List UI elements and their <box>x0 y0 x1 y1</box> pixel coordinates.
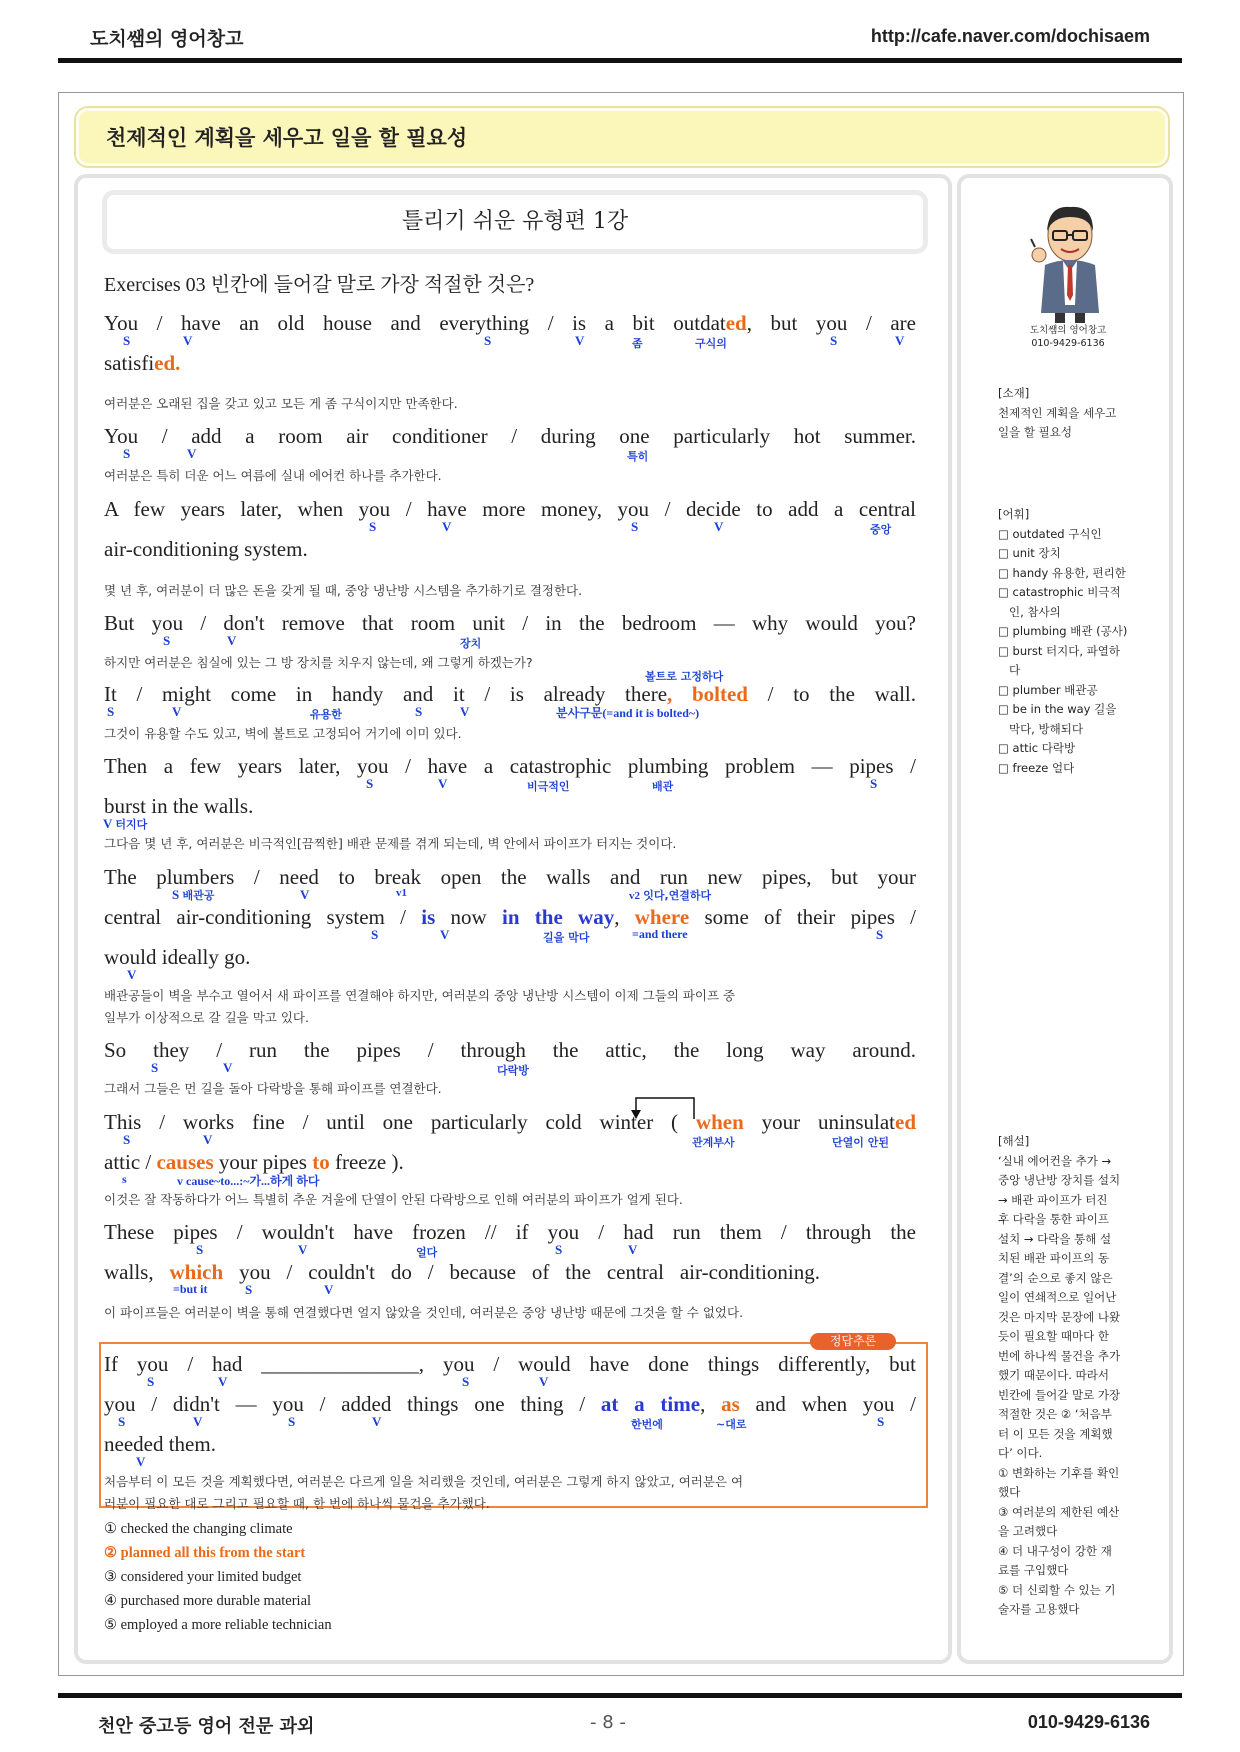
vocab-gloss: 다락방 <box>497 1064 529 1077</box>
explanation-line: 결’의 순으로 좋지 않은 <box>998 1270 1113 1285</box>
grammar-label: S <box>462 1374 470 1389</box>
grammar-label: S <box>123 446 131 461</box>
vocab-gloss: 볼트로 고정하다 <box>645 670 724 683</box>
explanation-line: 을 고려했다 <box>998 1524 1058 1538</box>
sidebar-topic-line: 일을 할 필요성 <box>998 425 1072 439</box>
grammar-label: V <box>298 1242 308 1257</box>
explanation-line: 술자를 고용했다 <box>998 1602 1080 1616</box>
avatar-caption-name: 도치쌤의 영어창고 <box>1029 325 1107 336</box>
sentence-11-line-3: needed them. <box>104 1432 216 1456</box>
grammar-label: V <box>127 967 137 982</box>
sentence-7-translation-1: 배관공들이 벽을 부수고 열어서 새 파이프를 연결해야 하지만, 여러분의 중앙 냉난방 시스템이 이제 그들의 파이프 중 <box>104 988 736 1003</box>
grammar-label: V <box>300 887 310 902</box>
footer-phone: 010-9429-6136 <box>1027 1712 1150 1732</box>
teacher-avatar <box>1025 195 1115 325</box>
sentence-3-line-1: A few years later, when you / have more money, you / decide to add a central <box>104 497 916 521</box>
grammar-label: S <box>288 1414 296 1429</box>
sentence-10-line-2: walls, which you / couldn't do / because of the central air-conditioning. <box>104 1260 820 1284</box>
vocab-gloss: 배관 <box>652 780 674 793</box>
grammar-label: V <box>714 519 724 534</box>
sentence-5-translation: 그것이 유용할 수도 있고, 벽에 볼트로 고정되어 거기에 이미 있다. <box>104 726 462 741</box>
grammar-label: S <box>369 519 377 534</box>
grammar-label: S <box>123 1132 131 1147</box>
grammar-label: V <box>193 1414 203 1429</box>
sentence-1-line-2: satisfied. <box>104 351 181 375</box>
explanation-line: 적절한 것은 ② ‘처음부 <box>998 1407 1112 1421</box>
explanation-line: 설치 → 다락을 통해 설 <box>998 1231 1112 1246</box>
vocab-item: □ outdated 구식인 <box>998 526 1102 541</box>
explanation-line: 치된 배관 파이프의 동 <box>998 1251 1109 1265</box>
sentence-10-translation: 이 파이프들은 여러분이 벽을 통해 연결했다면 얼지 않았을 것인데, 여러분은 중앙 냉난방 때문에 그것을 할 수 없었다. <box>104 1305 744 1320</box>
grammar-label: V <box>438 776 448 791</box>
explanation-line: ⑤ 더 신뢰할 수 있는 기 <box>998 1582 1116 1597</box>
grammar-label: S <box>555 1242 563 1257</box>
vocab-gloss: 유용한 <box>310 708 342 721</box>
vocab-gloss: 비극적인 <box>527 780 570 793</box>
answer-option-5[interactable]: ⑤ employed a more reliable technician <box>104 1617 332 1633</box>
avatar-caption <box>1018 324 1118 350</box>
sentence-11-translation-1: 처음부터 이 모든 것을 계획했다면, 여러분은 다르게 일을 처리했을 것인데, 여러분은 그렇게 하지 않았고, 여러분은 여 <box>104 1474 744 1489</box>
vocab-item: □ handy 유용한, 편리한 <box>998 565 1126 580</box>
grammar-label: S <box>123 333 131 348</box>
explanation-line: 료를 구입했다 <box>998 1563 1069 1577</box>
explanation-line: 듯이 필요할 때마다 한 <box>998 1329 1109 1343</box>
vocab-gloss: 장치 <box>460 637 482 650</box>
vocab-gloss: 단열이 안된 <box>832 1136 889 1149</box>
vocab-item: □ freeze 얼다 <box>998 760 1075 775</box>
grammar-label: V <box>223 1060 233 1075</box>
grammar-label: S <box>631 519 639 534</box>
grammar-label: S <box>107 704 115 719</box>
grammar-label: V <box>440 927 450 942</box>
vocab-gloss: 중앙 <box>870 523 892 536</box>
grammar-label: V <box>539 1374 549 1389</box>
grammar-label: S <box>196 1242 204 1257</box>
grammar-label: S <box>830 333 838 348</box>
grammar-label: V 터지다 <box>103 816 148 831</box>
footer-label: 천안 중고등 영어 전문 과외 <box>98 1716 315 1737</box>
sentence-11-line-2: you / didn't — you / added things one thing / at a time, as and when you / <box>104 1392 916 1416</box>
explanation-line: 후 다락을 통한 파이프 <box>998 1212 1109 1226</box>
sentence-2-translation: 여러분은 특히 더운 어느 여름에 실내 에어컨 하나를 추가한다. <box>104 468 442 483</box>
sentence-7-line-1: The plumbers / need to break open the walls and run new pipes, but your <box>104 865 916 889</box>
sentence-3-line-2: air-conditioning system. <box>104 537 308 561</box>
sentence-9-line-2: attic / causes your pipes to freeze ). <box>104 1150 404 1174</box>
sidebar-explanation-section <box>998 1132 1120 1620</box>
sentence-5-line-1: It / might come in handy and it / is already there, bolted / to the wall. <box>104 682 916 706</box>
sidebar-vocab-section <box>998 505 1127 778</box>
vocab-gloss: 길을 막다 <box>543 931 590 944</box>
lesson-subtitle: 틀리기 쉬운 유형편 1강 <box>102 190 928 254</box>
vocab-item: □ burst 터지다, 파열하 <box>998 643 1120 658</box>
sidebar-topic-line: 천제적인 계획을 세우고 <box>998 405 1117 420</box>
grammar-label: V <box>895 333 905 348</box>
explanation-line: → 배관 파이프가 터진 <box>998 1192 1108 1207</box>
vocab-item: 다 <box>998 663 1021 677</box>
vocab-item: □ attic 다락방 <box>998 741 1076 755</box>
sentence-7-line-2: central air-conditioning system / is now in the way, where some of their pipes / <box>104 905 917 929</box>
grammar-label: V <box>372 1414 382 1429</box>
grammar-label: V <box>187 446 197 461</box>
sentence-10-line-1: These pipes / wouldn't have frozen // if you / had run them / through the <box>104 1220 916 1244</box>
vocab-gloss: 한번에 <box>631 1418 663 1431</box>
sentence-11-translation-2: 러분이 필요한 대로 그리고 필요할 때, 한 번에 하나씩 물건을 추가했다. <box>104 1496 490 1511</box>
grammar-label: V <box>460 704 470 719</box>
sentence-4-line-1: But you / don't remove that room unit / in the bedroom — why would you? <box>104 611 916 635</box>
explanation-line: 번에 하나씩 물건을 추가 <box>998 1348 1121 1363</box>
header-divider <box>58 58 1182 63</box>
sentence-6-line-1: Then a few years later, you / have a catastrophic plumbing problem — pipes / <box>104 754 916 778</box>
vocab-gloss: 관계부사 <box>692 1136 735 1149</box>
sentence-7-line-3: would ideally go. <box>104 945 251 969</box>
grammar-label: V <box>442 519 452 534</box>
answer-option-3[interactable]: ③ considered your limited budget <box>104 1569 302 1585</box>
explanation-line: ‘실내 에어컨을 추가 → <box>998 1153 1112 1168</box>
explanation-line: 했다 <box>998 1485 1021 1499</box>
grammar-note: =but it <box>173 1282 208 1296</box>
sentence-6-translation: 그다음 몇 년 후, 여러분은 비극적인[끔찍한] 배관 문제를 겪게 되는데, 벽 안에서 파이프가 터지는 것이다. <box>104 836 677 851</box>
vocab-item: □ plumber 배관공 <box>998 682 1098 697</box>
footer-divider <box>58 1693 1182 1698</box>
grammar-label: S <box>163 633 171 648</box>
grammar-label: S <box>366 776 374 791</box>
sidebar-topic-section <box>998 384 1116 443</box>
grammar-label: V <box>172 704 182 719</box>
grammar-label: v1 <box>396 887 407 899</box>
explanation-line: ① 변화하는 기후를 확인 <box>998 1465 1120 1480</box>
sentence-4-translation: 하지만 여러분은 침실에 있는 그 방 장치를 치우지 않는데, 왜 그렇게 하겠는가? <box>104 655 533 670</box>
vocab-item: 막다, 방해되다 <box>998 721 1083 736</box>
grammar-note: 분사구문(=and it is bolted~) <box>556 706 700 720</box>
grammar-label: S <box>147 1374 155 1389</box>
vocab-gloss: 특히 <box>627 450 649 463</box>
sentence-9-line-1: This / works fine / until one particularly cold winter ( when your uninsulated <box>104 1110 917 1134</box>
grammar-label: V <box>628 1242 638 1257</box>
grammar-label: S <box>484 333 492 348</box>
grammar-label: v2 잇다,연결하다 <box>629 889 712 902</box>
explanation-line: 것은 마지막 문장에 나왔 <box>998 1309 1121 1324</box>
grammar-label: S <box>877 1414 885 1429</box>
sentence-6-line-2: burst in the walls. <box>104 794 254 818</box>
grammar-label: S <box>876 927 884 942</box>
sentence-8-translation: 그래서 그들은 먼 길을 돌아 다락방을 통해 파이프를 연결한다. <box>104 1081 442 1096</box>
answer-option-2[interactable]: ② planned all this from the start <box>104 1545 306 1561</box>
sentence-7-translation-2: 일부가 이상적으로 갈 길을 막고 있다. <box>104 1010 309 1025</box>
header-title: 도치쌤의 영어창고 <box>90 28 244 50</box>
sentence-1-line-1: You / have an old house and everything / is a bit outdated, but you / are <box>104 311 916 335</box>
topic-banner <box>74 106 1170 168</box>
grammar-label: V <box>575 333 585 348</box>
vocab-gloss: 좀 <box>632 337 643 350</box>
grammar-label: S <box>371 927 379 942</box>
answer-option-4[interactable]: ④ purchased more durable material <box>104 1593 312 1609</box>
vocab-gloss: ~대로 <box>716 1418 747 1431</box>
grammar-label: V <box>203 1132 213 1147</box>
grammar-label: S 배관공 <box>172 887 215 902</box>
vocab-gloss: 구식의 <box>695 337 727 350</box>
sidebar-vocab-heading: [어휘] <box>998 507 1030 521</box>
grammar-label: S <box>415 704 423 719</box>
grammar-label: V <box>183 333 193 348</box>
question-text: Exercises 03 빈칸에 들어갈 말로 가장 적절한 것은? <box>104 274 535 296</box>
sentence-9-translation: 이것은 잘 작동하다가 어느 특별히 추운 겨울에 단열이 안된 다락방으로 인해 여러분의 파이프가 얼게 된다. <box>104 1192 683 1207</box>
grammar-label: V <box>218 1374 228 1389</box>
grammar-label: V <box>324 1282 334 1297</box>
explanation-line: 했기 때문이다. 따라서 <box>998 1368 1109 1382</box>
sidebar-topic-heading: [소재] <box>998 386 1030 400</box>
sentence-11-line-1: If you / had _______________, you / would have done things differently, but <box>104 1352 916 1376</box>
vocab-item: 인, 참사의 <box>998 604 1061 619</box>
explanation-line: ③ 여러분의 제한된 예산 <box>998 1504 1120 1519</box>
grammar-label: S <box>151 1060 159 1075</box>
answer-badge: 정답추론 <box>810 1333 896 1350</box>
explanation-line: 터 이 모든 것을 계획했 <box>998 1426 1113 1441</box>
explanation-line: 중앙 냉난방 장치를 설치 <box>998 1173 1121 1187</box>
avatar-caption-phone: 010-9429-6136 <box>1031 338 1105 349</box>
header-url[interactable]: http://cafe.naver.com/dochisaem <box>870 26 1150 46</box>
sidebar-explanation-heading: [해설] <box>998 1134 1030 1148</box>
explanation-line: 일이 연쇄적으로 일어난 <box>998 1290 1117 1304</box>
grammar-note: =and there <box>632 927 688 941</box>
vocab-item: □ be in the way 길을 <box>998 702 1117 716</box>
sentence-2-line-1: You / add a room air conditioner / during one particularly hot summer. <box>104 424 916 448</box>
explanation-line: ④ 더 내구성이 강한 재 <box>998 1543 1112 1558</box>
sentence-3-translation: 몇 년 후, 여러분이 더 많은 돈을 갖게 될 때, 중앙 냉난방 시스템을 추가하기로 결정한다. <box>104 583 583 598</box>
answer-option-1[interactable]: ① checked the changing climate <box>104 1521 293 1537</box>
grammar-label: S <box>118 1414 126 1429</box>
sentence-8-line-1: So they / run the pipes / through the attic, the long way around. <box>104 1038 916 1062</box>
grammar-label: V <box>136 1454 146 1469</box>
explanation-line: 다’ 이다. <box>998 1446 1043 1460</box>
vocab-item: □ plumbing 배관 (공사) <box>998 624 1128 638</box>
vocab-gloss: 얼다 <box>416 1246 438 1259</box>
vocab-item: □ unit 장치 <box>998 546 1061 560</box>
topic-title: 천제적인 계획을 세우고 일을 할 필요성 <box>106 126 468 150</box>
vocab-item: □ catastrophic 비극적 <box>998 585 1121 599</box>
explanation-line: 빈칸에 들어갈 말로 가장 <box>998 1387 1121 1402</box>
page-number: - 8 - <box>590 1712 626 1733</box>
grammar-label: S <box>870 776 878 791</box>
grammar-label: S <box>245 1282 253 1297</box>
grammar-label: V <box>227 633 237 648</box>
sentence-1-translation: 여러분은 오래된 집을 갖고 있고 모든 게 좀 구식이지만 만족한다. <box>104 396 458 411</box>
grammar-label: s <box>122 1172 127 1186</box>
grammar-note: v cause~to...:~가...하게 하다 <box>177 1174 320 1188</box>
